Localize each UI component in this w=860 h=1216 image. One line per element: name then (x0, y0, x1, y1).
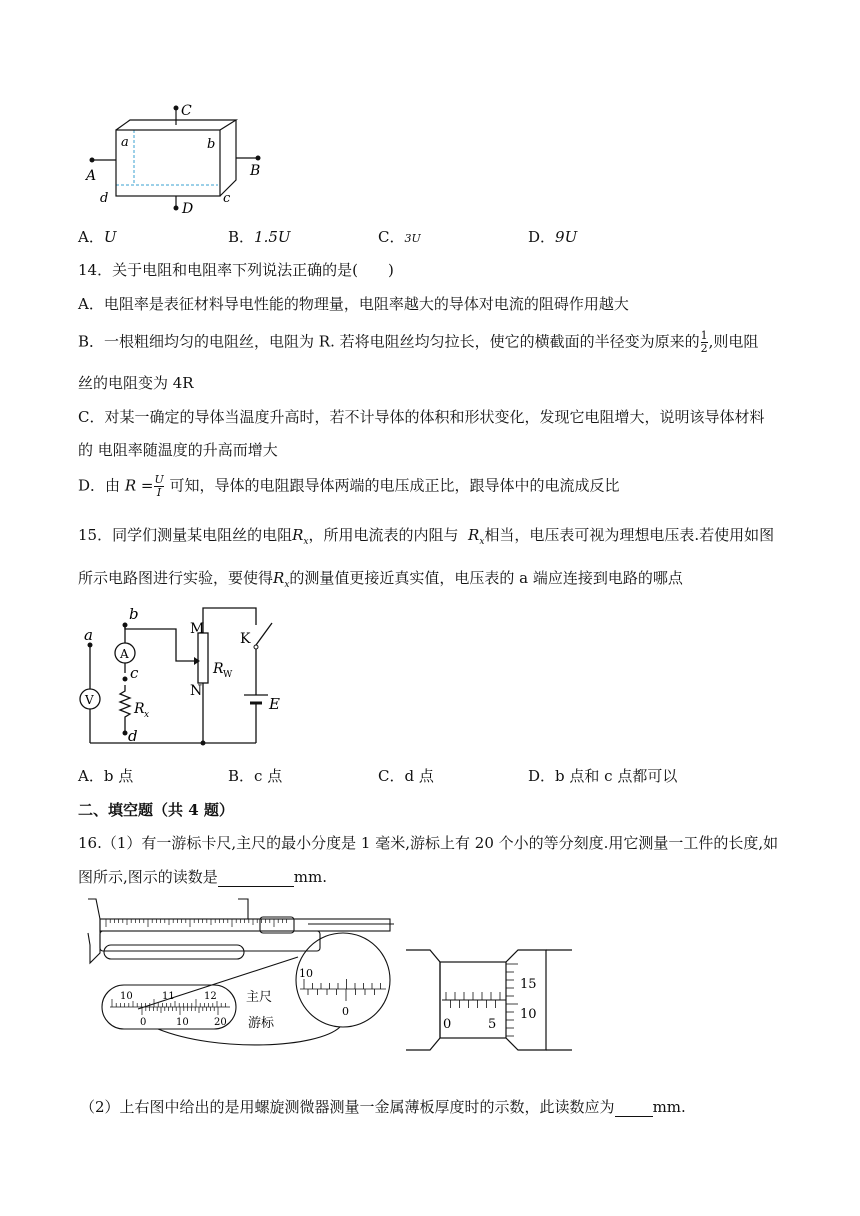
label-rw: R (213, 661, 224, 677)
label-n: N (190, 683, 203, 699)
svg-text:x: x (144, 710, 150, 720)
vernier-tick-10: 10 (176, 1017, 189, 1028)
label-b: b (207, 137, 216, 152)
answer-blank-2[interactable] (615, 1098, 653, 1117)
q14-option-c: C．对某一确定的导体当温度升高时，若不计导体的体积和形状变化，发现它电阻增大，说明该导体材料 (78, 408, 765, 426)
micrometer-figure (406, 946, 572, 1054)
thimble-tick-10: 10 (520, 1007, 537, 1022)
label-a: a (84, 626, 93, 644)
sleeve-tick-0: 0 (443, 1017, 452, 1032)
label-a: a (121, 135, 129, 150)
label-d: d (128, 727, 138, 745)
vernier-label: 游标 (248, 1016, 275, 1031)
sleeve-tick-5: 5 (488, 1017, 497, 1032)
fraction-u-over-i: $\frac{U}{I}$ (154, 473, 164, 499)
q13-option-a: A．U (78, 228, 117, 246)
main-tick-11: 11 (162, 991, 175, 1002)
q15-line-1: 15．同学们测量某电阻丝的电阻$R_x$，所用电流表的内阻与 $R_x$相当，电压表可视为理想电压表.若使用如图 (78, 526, 775, 547)
main-scale-label: 主尺 (246, 990, 273, 1005)
zoom-tick-0: 0 (342, 1005, 349, 1018)
q15-option-a: A．b 点 (78, 767, 134, 785)
vernier-tick-20: 20 (214, 1017, 227, 1028)
circuit-figure (76, 603, 286, 751)
q16-part-2: （2）上右图中给出的是用螺旋测微器测量一金属薄板厚度时的示数，此读数应为 mm. (80, 1098, 686, 1116)
label-B: B (250, 163, 261, 179)
main-tick-10: 10 (120, 991, 133, 1002)
q15-line-2: 所示电路图进行实验，要使得$R_x$的测量值更接近真实值，电压表的 a 端应连接到电路的哪点 (78, 569, 683, 590)
label-D: D (182, 201, 194, 217)
q14-option-a: A．电阻率是表征材料导电性能的物理量，电阻率越大的导体对电流的阻碍作用越大 (78, 295, 629, 313)
ammeter-label: A (120, 647, 129, 661)
label-C: C (181, 103, 192, 119)
q15-option-d: D．b 点和 c 点都可以 (528, 767, 678, 785)
label-m: M (190, 621, 205, 637)
section-heading: 二、填空题（共 4 题） (78, 801, 234, 819)
q15-option-c: C．d 点 (378, 767, 434, 785)
voltmeter-label: V (85, 693, 94, 707)
label-b: b (129, 605, 139, 623)
q14-option-b: B．一根粗细均匀的电阻丝，电阻为 R. 若将电阻丝均匀拉长，使它的横截面的半径变为原来的 $\frac{1}{2}$ ,则电阻 (78, 329, 759, 355)
q13-option-c: C．3U (378, 228, 421, 246)
q16-line-1: 16.（1）有一游标卡尺,主尺的最小分度是 1 毫米,游标上有 20 个小的等分刻度.用它测量一工件的长度,如 (78, 834, 779, 852)
thimble-tick-15: 15 (520, 977, 537, 992)
q15-option-b: B．c 点 (228, 767, 283, 785)
vernier-caliper-figure (78, 893, 408, 1053)
q13-option-d: D．9U (528, 228, 578, 246)
cuboid-figure (80, 100, 270, 220)
main-tick-12: 12 (204, 991, 217, 1002)
formula-lhs: R = (124, 476, 154, 495)
q14-option-c-cont: 的 电阻率随温度的升高而增大 (78, 441, 278, 459)
label-c: c (130, 664, 139, 682)
vernier-tick-0: 0 (140, 1017, 147, 1028)
label-A: A (86, 168, 97, 184)
answer-blank-1[interactable] (218, 868, 294, 887)
q13-option-b: B．1.5U (228, 228, 291, 246)
zoom-tick-10: 10 (299, 967, 313, 980)
label-k: K (240, 631, 251, 647)
label-d: d (100, 191, 109, 206)
q16-line-2: 图所示,图示的读数是 mm. (78, 868, 327, 886)
label-rx: R (134, 701, 145, 717)
label-c: c (223, 191, 231, 206)
q14-stem: 14．关于电阻和电阻率下列说法正确的是( ) (78, 261, 394, 279)
q14-option-b-cont: 丝的电阻变为 4R (78, 374, 194, 392)
q14-option-d: D．由 R = $\frac{U}{I}$ 可知，导体的电阻跟导体两端的电压成正比，跟导体中的电流成反比 (78, 473, 620, 499)
fraction-one-half: $\frac{1}{2}$ (700, 329, 708, 355)
label-e: E (269, 695, 280, 713)
svg-text:W: W (223, 670, 233, 680)
